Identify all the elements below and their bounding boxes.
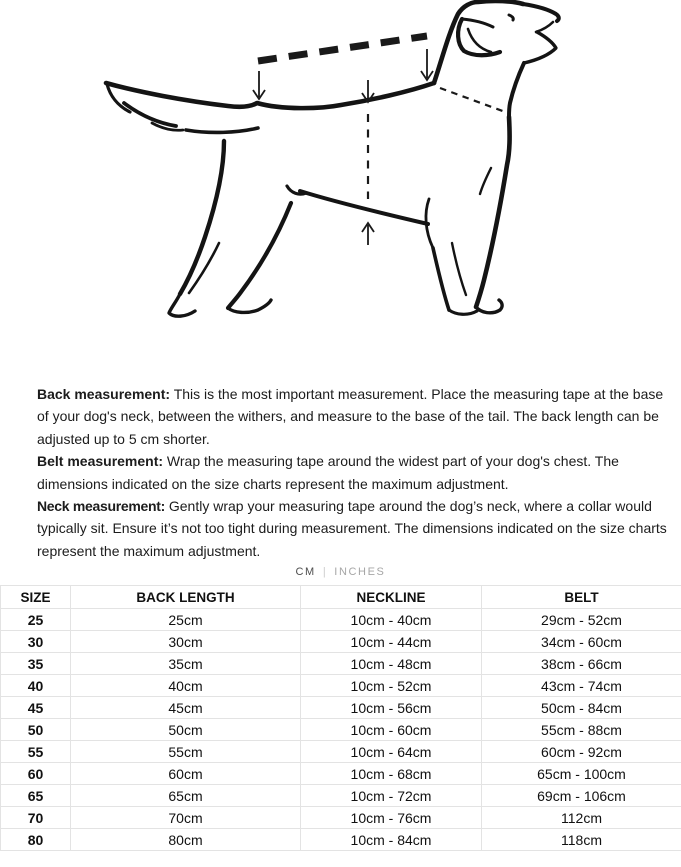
- size-table-row: [1, 829, 681, 851]
- size-cell: 55: [1, 741, 71, 763]
- belt-cell: 65cm - 100cm: [482, 763, 681, 785]
- size-table-row: [1, 719, 681, 741]
- back-length-cell: 65cm: [71, 785, 301, 807]
- back-length-cell: 80cm: [71, 829, 301, 851]
- dog-front-paw-far: [449, 310, 477, 314]
- dog-ear-inner: [468, 29, 491, 52]
- col-header-belt: BELT: [482, 586, 681, 609]
- back-length-cell: 55cm: [71, 741, 301, 763]
- dog-hind-paw-far: [169, 294, 195, 316]
- size-cell: 80: [1, 829, 71, 851]
- dog-front-leg-accent: [452, 243, 466, 295]
- neckline-cell: 10cm - 52cm: [301, 675, 482, 697]
- back-length-cell: 50cm: [71, 719, 301, 741]
- belt-cell: 69cm - 106cm: [482, 785, 681, 807]
- belt-cell: 112cm: [482, 807, 681, 829]
- back-measurement-text: This is the most important measurement. Place the measuring tape at the base of your dog's neck, between the withers, and measure to the base of the tail. The back length can be adjusted up to 5 cm shorter.: [37, 386, 664, 447]
- neck-measurement-text: Gently wrap your measuring tape around the dog’s neck, where a collar would typically sit. Ensure it’s not too tight during measurement. The dimensions indicated on the size charts represent the maximum adjustment.: [37, 497, 667, 559]
- col-header-size: SIZE: [1, 586, 71, 609]
- neckline-cell: 10cm - 48cm: [301, 653, 482, 675]
- dog-ear-outer: [458, 19, 500, 55]
- dog-ear-fold: [462, 19, 493, 27]
- size-table-row: [1, 807, 681, 829]
- size-table-row: [1, 675, 681, 697]
- neckline-cell: 10cm - 72cm: [301, 785, 482, 807]
- back-length-cell: 60cm: [71, 763, 301, 785]
- size-table-row: [1, 741, 681, 763]
- size-cell: 35: [1, 653, 71, 675]
- back-length-cell: 40cm: [71, 675, 301, 697]
- measurement-instructions: [37, 383, 671, 562]
- dog-belly: [300, 191, 428, 224]
- dog-back-and-tail: [106, 83, 434, 108]
- size-cell: 45: [1, 697, 71, 719]
- back-length-cell: 35cm: [71, 653, 301, 675]
- neck-measurement-label: Neck measurement:: [37, 497, 165, 514]
- dog-hind-leg-front: [228, 203, 291, 308]
- back-length-cell: 70cm: [71, 807, 301, 829]
- col-header-back-length: BACK LENGTH: [71, 586, 301, 609]
- back-length-dashed-line: [258, 36, 427, 61]
- belt-measurement-paragraph: [37, 450, 671, 495]
- neckline-cell: 10cm - 84cm: [301, 829, 482, 851]
- neckline-cell: 10cm - 60cm: [301, 719, 482, 741]
- size-table-row: [1, 609, 681, 631]
- size-cell: 60: [1, 763, 71, 785]
- neckline-dashed-line: [440, 88, 508, 113]
- size-table-row: [1, 697, 681, 719]
- neckline-cell: 10cm - 64cm: [301, 741, 482, 763]
- back-length-cell: 30cm: [71, 631, 301, 653]
- dog-hind-leg-back: [180, 141, 224, 294]
- unit-toggle: [0, 566, 681, 578]
- dog-rump: [186, 128, 258, 132]
- belt-cell: 34cm - 60cm: [482, 631, 681, 653]
- dog-front-leg-far: [433, 248, 449, 310]
- size-table-row: [1, 763, 681, 785]
- belt-cell: 118cm: [482, 829, 681, 851]
- size-cell: 50: [1, 719, 71, 741]
- dog-throat: [509, 63, 524, 117]
- neck-measurement-paragraph: [37, 495, 671, 562]
- belt-cell: 55cm - 88cm: [482, 719, 681, 741]
- size-table-row: [1, 785, 681, 807]
- belt-cell: 38cm - 66cm: [482, 653, 681, 675]
- belt-cell: 43cm - 74cm: [482, 675, 681, 697]
- dog-shoulder-accent: [480, 168, 491, 194]
- size-cell: 65: [1, 785, 71, 807]
- back-end-arrow-down-icon: [421, 49, 433, 80]
- belt-cell: 60cm - 92cm: [482, 741, 681, 763]
- back-start-arrow-down-icon: [253, 71, 265, 99]
- size-cell: 70: [1, 807, 71, 829]
- dog-mouth: [536, 22, 553, 32]
- belt-measurement-text: Wrap the measuring tape around the widest part of your dog's chest. The dimensions indicated on the size charts represent the maximum adjustment.: [37, 453, 619, 492]
- neckline-cell: 10cm - 56cm: [301, 697, 482, 719]
- back-measurement-label: Back measurement:: [37, 386, 171, 402]
- dog-neck-and-crown: [434, 1, 523, 83]
- neckline-cell: 10cm - 44cm: [301, 631, 482, 653]
- neckline-cell: 10cm - 76cm: [301, 807, 482, 829]
- size-table: [0, 585, 681, 851]
- unit-divider: |: [322, 566, 328, 579]
- size-cell: 30: [1, 631, 71, 653]
- belt-cell: 50cm - 84cm: [482, 697, 681, 719]
- back-length-cell: 25cm: [71, 609, 301, 631]
- size-cell: 40: [1, 675, 71, 697]
- belt-measurement-label: Belt measurement:: [37, 453, 164, 470]
- size-table-row: [1, 631, 681, 653]
- dog-eye: [509, 15, 513, 20]
- size-table-row: [1, 653, 681, 675]
- dog-chest-and-foreleg: [476, 117, 510, 307]
- dog-measurement-illustration: [0, 0, 681, 363]
- unit-cm-button[interactable]: CM: [295, 566, 316, 579]
- neckline-cell: 10cm - 40cm: [301, 609, 482, 631]
- dog-tail-underside: [124, 103, 176, 126]
- back-length-cell: 45cm: [71, 697, 301, 719]
- size-guide-illustration: [0, 0, 681, 363]
- size-cell: 25: [1, 609, 71, 631]
- dog-jaw: [524, 32, 556, 63]
- dog-muzzle-and-nose: [523, 4, 559, 21]
- belt-arrow-up-icon: [362, 223, 374, 245]
- belt-cell: 29cm - 52cm: [482, 609, 681, 631]
- unit-inches-button[interactable]: INCHES: [334, 566, 386, 579]
- size-table-header-row: [1, 586, 681, 609]
- neckline-cell: 10cm - 68cm: [301, 763, 482, 785]
- back-measurement-paragraph: [37, 383, 671, 450]
- col-header-neckline: NECKLINE: [301, 586, 482, 609]
